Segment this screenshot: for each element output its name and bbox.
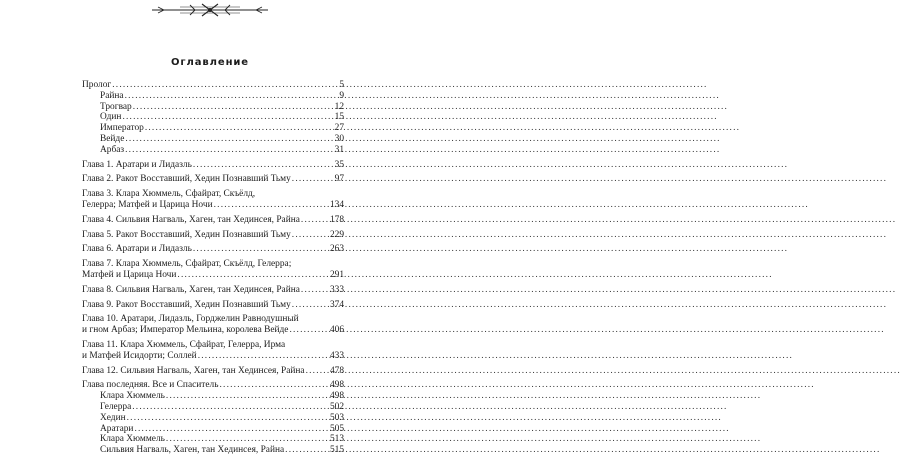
toc-page-number: 5	[339, 80, 344, 90]
dot-leader	[214, 200, 329, 211]
dot-leader	[292, 300, 329, 311]
toc-entry[interactable]	[82, 300, 344, 311]
toc-entry-title: и Матфей Исидорти; Соллей	[82, 350, 197, 361]
toc-page-number: 515	[329, 445, 344, 456]
toc-entry[interactable]	[82, 112, 344, 123]
toc-page-number: 374	[329, 299, 344, 310]
toc-page-number: 478	[329, 365, 344, 376]
toc-entry-title: Глава 8. Сильвия Нагваль, Хаген, тан Хединсея, Райна	[82, 284, 300, 295]
toc-entry-title: Глава 1. Аратари и Лидазль	[82, 159, 192, 170]
toc-page-number: 333	[329, 284, 344, 295]
toc-entry-title: Глава 6. Аратари и Лидазль	[82, 244, 192, 255]
toc-entry[interactable]	[82, 160, 344, 171]
toc-entry[interactable]	[82, 391, 344, 402]
toc-entry-title: Гелерра	[100, 401, 132, 412]
toc-entry[interactable]	[82, 244, 344, 255]
dot-leader	[166, 434, 329, 445]
toc-entry-title: Глава последняя. Все и Спаситель	[82, 380, 219, 391]
toc-page-number: 97	[334, 174, 344, 185]
toc-entry-title: Вейде	[100, 133, 125, 144]
toc-entry[interactable]	[82, 189, 344, 211]
toc-entry-title: Арбаз	[100, 144, 125, 155]
toc-entry[interactable]	[82, 366, 344, 377]
dot-leader	[125, 145, 334, 156]
toc-entry-title: Клара Хюммель	[100, 391, 165, 402]
dot-leader	[301, 285, 329, 296]
dot-leader	[177, 270, 329, 281]
dot-leader	[133, 102, 334, 113]
dot-leader	[125, 134, 333, 145]
dot-leader	[220, 380, 329, 391]
toc-entry[interactable]	[82, 434, 344, 445]
toc-entry-title: и гном Арбаз; Император Мельина, королева Вейде	[82, 325, 289, 336]
dot-leader	[193, 160, 334, 171]
toc-entry-title-line: Глава 3. Клара Хюммель, Сфайрат, Скъёлд,	[82, 189, 256, 200]
toc-page-number: 15	[334, 112, 344, 123]
toc-entry-title: Хедин	[100, 412, 126, 423]
toc-page-number: 134	[329, 199, 344, 210]
dot-leader	[132, 402, 329, 413]
toc-entry[interactable]	[82, 215, 344, 226]
toc-entry[interactable]	[82, 413, 344, 424]
dot-leader	[122, 112, 333, 123]
toc-entry[interactable]	[82, 340, 344, 362]
toc-entry[interactable]	[82, 230, 344, 241]
dot-leader	[289, 325, 328, 336]
toc-entry[interactable]	[82, 91, 344, 102]
dot-leader	[166, 391, 329, 402]
toc-page-number: 12	[334, 101, 344, 112]
dot-leader	[125, 91, 339, 102]
toc-entry-title: Матфей и Царица Ночи	[82, 269, 177, 280]
toc-entry-title-line: Глава 10. Аратари, Лидазль, Горджелин Равнодушный	[82, 314, 299, 325]
toc-entry-title-line: Глава 11. Клара Хюммель, Сфайрат, Гелерра, Ирма	[82, 339, 286, 350]
toc-page-number: 178	[329, 214, 344, 225]
dot-leader	[301, 215, 329, 226]
toc-entry-title: Один	[100, 112, 122, 123]
toc-entry[interactable]	[82, 102, 344, 113]
dot-leader	[306, 366, 329, 377]
toc-page-number: 502	[329, 401, 344, 412]
toc-page-number: 505	[329, 423, 344, 434]
toc-entry-title-line: Глава 7. Клара Хюммель, Сфайрат, Скъёлд, Гелерра;	[82, 259, 292, 270]
toc-entry-title: Император	[100, 123, 144, 134]
toc-entry[interactable]	[82, 285, 344, 296]
toc-entry-title: Клара Хюммель	[100, 434, 165, 445]
toc-entry[interactable]	[82, 314, 344, 336]
dot-leader	[193, 244, 329, 255]
toc-entry-title: Райна	[100, 90, 124, 101]
dot-leader	[145, 123, 334, 134]
toc-entry[interactable]	[82, 174, 344, 185]
toc-page-number: 498	[329, 380, 344, 391]
toc-entry-title: Глава 9. Ракот Восставший, Хедин Познавший Тьму	[82, 299, 291, 310]
dot-leader	[112, 80, 338, 91]
dot-leader	[127, 413, 329, 424]
dot-leader	[292, 230, 329, 241]
toc-entry[interactable]	[82, 134, 344, 145]
toc-page-number: 513	[329, 434, 344, 445]
dot-leader	[198, 351, 329, 362]
toc-page-number: 503	[329, 412, 344, 423]
book-page	[0, 0, 420, 456]
toc-entry-title: Аратари	[100, 423, 134, 434]
toc-entry[interactable]	[82, 80, 344, 91]
toc-entry-title: Пролог	[82, 80, 112, 90]
toc-entry-title: Сильвия Нагваль, Хаген, тан Хединсея, Райна	[100, 445, 285, 456]
toc-entry[interactable]	[82, 123, 344, 134]
table-of-contents	[82, 80, 344, 456]
toc-page-number: 31	[334, 144, 344, 155]
toc-page-number: 406	[329, 325, 344, 336]
toc-page-number: 27	[334, 123, 344, 134]
toc-heading: Оглавление	[171, 57, 249, 68]
ornament-decoration	[150, 2, 270, 18]
toc-page-number: 291	[329, 269, 344, 280]
toc-page-number: 229	[329, 229, 344, 240]
toc-entry-title: Гелерра; Матфей и Царица Ночи	[82, 199, 213, 210]
toc-entry[interactable]	[82, 402, 344, 413]
toc-page-number: 433	[329, 350, 344, 361]
toc-entry-title: Глава 12. Сильвия Нагваль, Хаген, тан Хединсея, Райна	[82, 365, 305, 376]
dot-leader	[285, 445, 329, 456]
dot-leader	[292, 174, 334, 185]
toc-page-number: 498	[329, 391, 344, 402]
toc-page-number: 35	[334, 159, 344, 170]
toc-entry[interactable]	[82, 424, 344, 435]
toc-entry-title: Глава 2. Ракот Восставший, Хедин Познавший Тьму	[82, 174, 291, 185]
toc-entry[interactable]	[82, 380, 344, 391]
toc-entry[interactable]	[82, 259, 344, 281]
toc-entry-title: Трогвар	[100, 101, 132, 112]
toc-entry[interactable]	[82, 445, 344, 456]
toc-page-number: 9	[339, 90, 344, 101]
toc-page-number: 263	[329, 244, 344, 255]
toc-entry-title: Глава 4. Сильвия Нагваль, Хаген, тан Хединсея, Райна	[82, 214, 300, 225]
dot-leader	[134, 424, 328, 435]
toc-entry[interactable]	[82, 145, 344, 156]
toc-entry-title: Глава 5. Ракот Восставший, Хедин Познавший Тьму	[82, 229, 291, 240]
toc-page-number: 30	[334, 133, 344, 144]
